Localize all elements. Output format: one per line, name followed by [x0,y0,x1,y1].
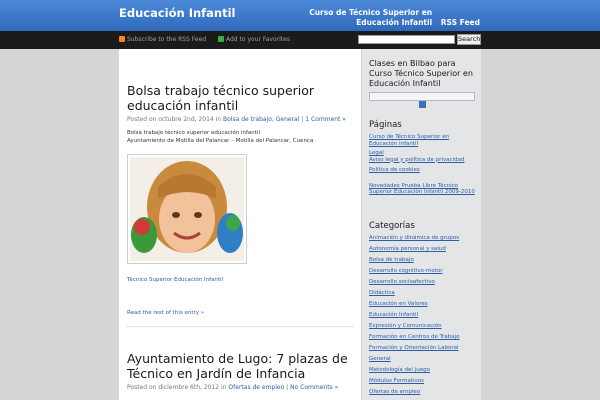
post-image[interactable] [127,154,247,264]
site-header [0,0,600,31]
category-item[interactable]: Módulos Formativos [369,378,424,384]
promo-title[interactable]: Clases en Bilbao para Curso Técnico Superior en Educación Infantil [369,59,473,88]
post [127,351,353,392]
info-icon [419,101,426,108]
categories-heading: Categorías [369,221,415,231]
post-body: Bolsa trabajo técnico superior educación infantil Ayuntamiento de Motilla del Palancar – Motilla del Palancar, Cuenca [127,130,314,144]
comments-link[interactable]: No Comments » [290,384,339,391]
category-link[interactable]: Ofertas de empleo [228,384,285,391]
category-item[interactable]: Ofertas de empleo [369,389,421,395]
pages-heading: Páginas [369,120,402,130]
read-more-link[interactable]: Read the rest of this entry » [127,310,205,316]
nav-link-rss[interactable]: RSS Feed [440,17,480,27]
site-title[interactable]: Educación Infantil [119,6,236,20]
category-item[interactable]: Animación y dinámica de grupos [369,235,460,241]
post [127,83,353,327]
category-link[interactable]: General [275,116,300,123]
main-content [119,49,361,400]
divider [127,326,353,327]
page-link[interactable]: Legal [369,150,384,156]
page-link[interactable]: Curso de Técnico Superior en Educación Infantil [369,134,450,147]
category-item[interactable]: Bolsa de trabajo [369,257,414,263]
subscribe-bar [0,31,600,49]
post-title[interactable]: Ayuntamiento de Lugo: 7 plazas de Técnico en Jardín de Infancia [127,351,348,381]
category-item[interactable]: Desarrollo cognitivo-motor [369,268,443,274]
page-link[interactable]: Novedades Prueba Libre Técnico Superior Educación Infantil 2009-2010 [369,182,475,195]
top-nav [272,8,480,27]
sidebar-promo [369,59,475,101]
category-item[interactable]: Didáctica [369,290,395,296]
post-title[interactable]: Bolsa trabajo técnico superior educación infantil [127,83,315,113]
page-link[interactable]: Política de cookies [369,167,420,173]
category-item[interactable]: General [369,356,391,362]
sidebar [361,49,481,400]
category-item[interactable]: Expresión y Comunicación [369,323,442,329]
category-link[interactable]: Bolsa de trabajo [223,116,272,123]
category-item[interactable]: Educación Infantil [369,312,419,318]
category-item[interactable]: Metodología del juego [369,367,430,373]
page-link[interactable]: Aviso legal y política de privacidad [369,156,465,163]
category-item[interactable]: Autonomía personal y salud [369,246,446,252]
search-input[interactable] [358,35,455,44]
image-caption-link[interactable]: Técnico Superior Educación Infantil [127,277,224,283]
favorites-icon [218,36,224,42]
category-item[interactable]: Desarrollo socioafectivo [369,279,435,285]
category-item[interactable]: Formación en Centros de Trabajo [369,334,460,340]
category-item[interactable]: Educación en Valores [369,301,428,307]
add-favorites-link[interactable]: Add to your Favorites [218,36,290,43]
nav-link-curso[interactable]: Curso de Técnico Superior en Educación Infantil [309,8,433,27]
comments-link[interactable]: 1 Comment » [305,116,346,123]
child-painted-hands-image [130,157,244,261]
post-meta: Posted on octubre 2nd, 2014 in Bolsa de trabajo, General | 1 Comment » [127,116,346,123]
subscribe-rss-link[interactable]: Subscribe to the RSS Feed [119,36,206,43]
search-button[interactable]: Search [458,35,481,43]
category-item[interactable]: Formación y Orientación Laboral [369,345,459,351]
promo-widget[interactable] [369,92,475,101]
post-meta: Posted on diciembre 6th, 2012 in Ofertas de empleo | No Comments » [127,384,339,391]
rss-icon [119,36,125,42]
